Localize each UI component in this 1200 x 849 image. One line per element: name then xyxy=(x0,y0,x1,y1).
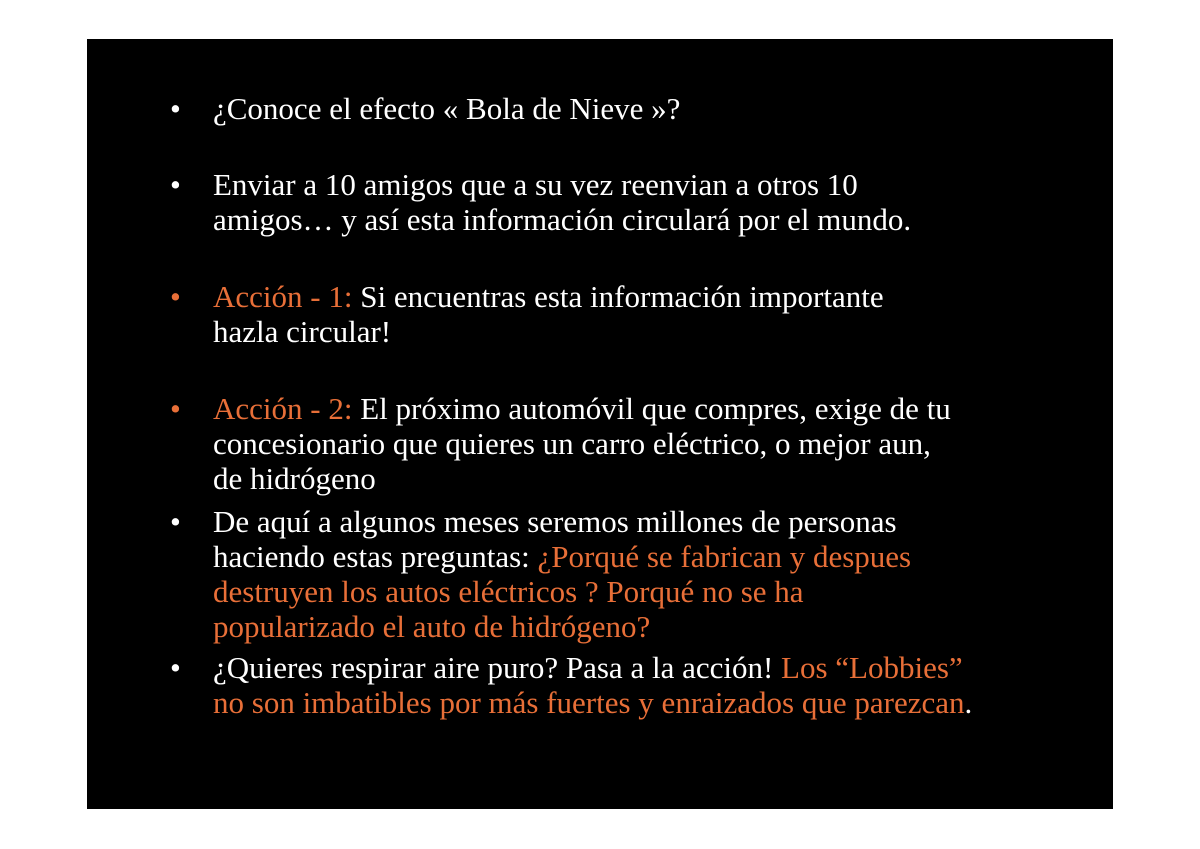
bullet-dot: • xyxy=(170,91,181,126)
bullet-item-send-friends xyxy=(170,167,1093,237)
bullet-item-snowball-question xyxy=(170,91,1093,126)
highlighted-question-line-3: destruyen los autos eléctricos ? Porqué no se ha xyxy=(213,574,804,609)
slide xyxy=(87,39,1113,809)
bullet-text-line-2: concesionario que quieres un carro eléctrico, o mejor aun, xyxy=(213,426,931,461)
bullet-item-clean-air xyxy=(170,650,1093,720)
bullet-dot: • xyxy=(170,504,181,539)
sentence-end: . xyxy=(964,685,973,720)
bullet-dot: • xyxy=(170,650,181,685)
bullet-text: ¿Conoce el efecto « Bola de Nieve »? xyxy=(213,91,681,126)
bullet-text-line-1: Enviar a 10 amigos que a su vez reenvian a otros 10 xyxy=(213,167,858,202)
bullet-text-line-2: hazla circular! xyxy=(213,314,392,349)
bullet-dot: • xyxy=(170,167,181,202)
bullet-text-line-1: El próximo automóvil que compres, exige de tu xyxy=(352,391,951,426)
action-label: Acción - 2: xyxy=(213,391,353,426)
highlighted-lobbies: Los “Lobbies” xyxy=(781,650,963,685)
bullet-item-action-1 xyxy=(170,279,1093,349)
bullet-item-questions xyxy=(170,504,1093,644)
bullet-text-line-2: amigos… y así esta información circulará por el mundo. xyxy=(213,202,912,237)
bullet-text-line-3: de hidrógeno xyxy=(213,461,376,496)
highlighted-question-line-4: popularizado el auto de hidrógeno? xyxy=(213,609,651,644)
bullet-text-line-1: Si encuentras esta información importante xyxy=(352,279,884,314)
bullet-dot: • xyxy=(170,279,181,314)
bullet-text-line-1: De aquí a algunos meses seremos millones de personas xyxy=(213,504,897,539)
bullet-list xyxy=(87,39,1113,809)
highlighted-question: ¿Porqué se fabrican y despues xyxy=(537,539,912,574)
bullet-dot: • xyxy=(170,391,181,426)
bullet-item-action-2 xyxy=(170,391,1093,496)
action-label: Acción - 1: xyxy=(213,279,353,314)
highlighted-lobbies-line-2: no son imbatibles por más fuertes y enraizados que parezcan xyxy=(213,685,965,720)
bullet-text-line-1: ¿Quieres respirar aire puro? Pasa a la acción! xyxy=(213,650,782,685)
bullet-text-line-2: haciendo estas preguntas: xyxy=(213,539,538,574)
